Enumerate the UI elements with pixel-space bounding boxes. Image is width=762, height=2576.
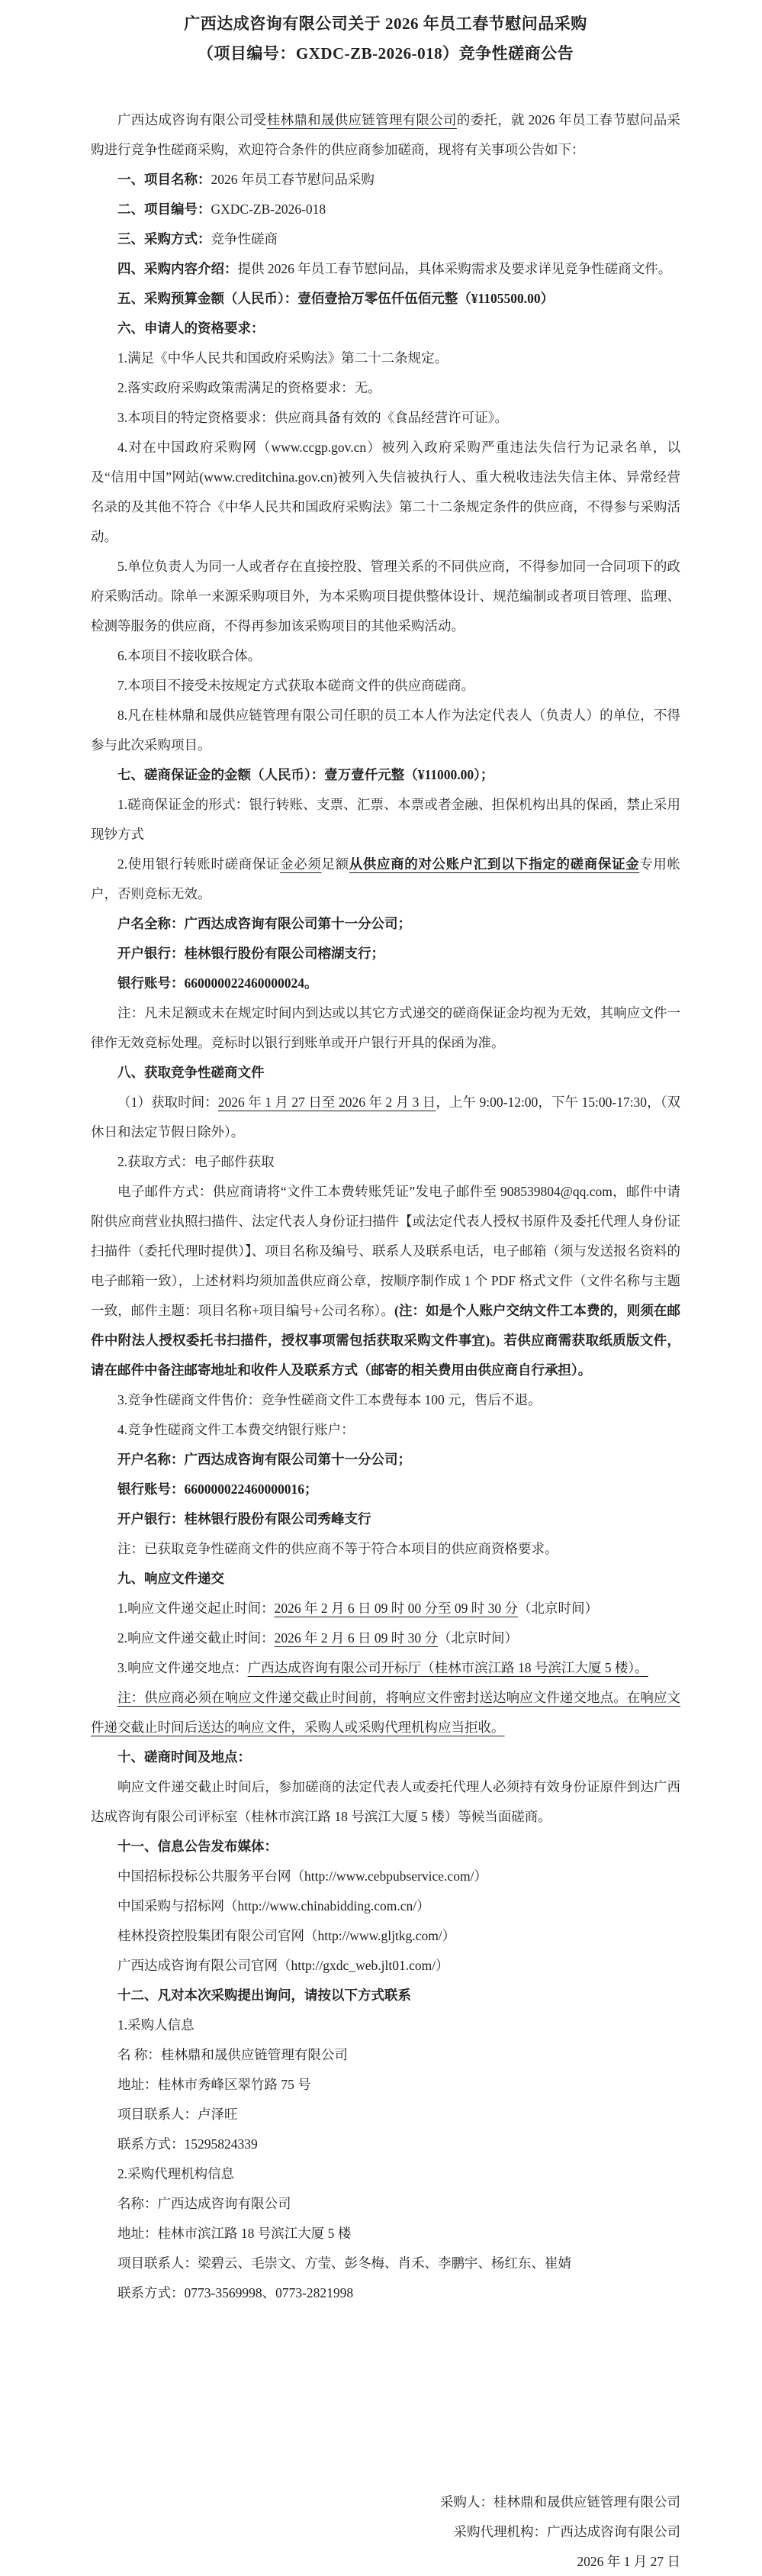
text-run: 2026 年 1 月 27 日 xyxy=(577,2554,680,2569)
text-run: 广西达成咨询有限公司官网（http://gxdc_web.jlt01.com/） xyxy=(117,1958,449,1973)
underlined-text: 2026 年 2 月 6 日 09 时 00 分至 09 时 30 分 xyxy=(274,1601,518,1616)
text-run: 项目联系人：卢泽旺 xyxy=(117,2107,238,2122)
text-run: 采购人：桂林鼎和晟供应链管理有限公司 xyxy=(440,2494,680,2510)
underlined-text: 桂林鼎和晟供应链管理有限公司 xyxy=(266,112,457,127)
section-7-deposit-heading xyxy=(91,760,680,790)
text-run: 中国招标投标公共服务平台网（http://www.cebpubservice.com/） xyxy=(117,1868,487,1884)
section-3-method xyxy=(91,224,680,254)
media-item xyxy=(91,1921,680,1951)
qualification-item xyxy=(91,641,680,671)
text-run: 6.本项目不接收联合体。 xyxy=(117,648,262,663)
document-price xyxy=(91,1385,680,1415)
obtain-email-instructions xyxy=(91,1177,680,1385)
bold-text: 三、采购方式： xyxy=(117,231,211,247)
deposit-account-number xyxy=(91,969,680,998)
agency-name xyxy=(91,2189,680,2219)
text-run: ，上午 9:00-12:00，下午 15:00-17:30，（双休日和法定节假日除外）。 xyxy=(91,1095,681,1140)
buyer-contact-phone xyxy=(91,2129,680,2159)
deposit-transfer-rule xyxy=(91,850,680,909)
text-run: 联系方式：0773-3569998、0773-2821998 xyxy=(117,2285,354,2300)
section-10-negotiation-heading xyxy=(91,1743,680,1772)
text-run: （北京时间） xyxy=(438,1630,518,1646)
text-run: 的委托，就 2026 年员工春节慰问品采购进行竞争性磋商采购，欢迎符合条件的供应商参加磋商，现将有关事项公告如下： xyxy=(91,112,681,157)
text-run: 7.本项目不接受未按规定方式获取本磋商文件的供应商磋商。 xyxy=(117,678,475,693)
bold-text: 户名全称：广西达成咨询有限公司第十一分公司； xyxy=(117,916,411,931)
agency-contact-phone xyxy=(91,2278,680,2308)
text-run: 注：凡未足额或未在规定时间内到达或以其它方式递交的磋商保证金均视为无效，其响应文件一律作无效竞标处理。竞标时以银行到账单或开户银行开具的保函为准。 xyxy=(91,1005,680,1050)
deposit-account-name xyxy=(91,909,680,939)
section-6-qualifications-heading xyxy=(91,314,680,343)
media-item xyxy=(91,1862,680,1891)
underlined-text: 2026 年 1 月 27 日至 2026 年 2 月 3 日 xyxy=(217,1095,436,1110)
obtain-time xyxy=(91,1088,680,1147)
underlined-text: 2026 年 2 月 6 日 09 时 30 分 xyxy=(274,1630,438,1646)
section-11-media-heading xyxy=(91,1832,680,1862)
text-run: 名 称：桂林鼎和晟供应链管理有限公司 xyxy=(117,2047,348,2062)
bold-text: 四、采购内容介绍： xyxy=(117,261,238,276)
fee-bank xyxy=(91,1504,680,1534)
opening-paragraph xyxy=(91,105,680,165)
bold-underlined-text: 从供应商的对公账户汇到以下指定的磋商保证金 xyxy=(349,856,640,872)
qualification-item xyxy=(91,701,680,760)
document-body xyxy=(91,105,680,2576)
text-run: 8.凡在桂林鼎和晟供应链管理有限公司任职的员工本人作为法定代表人（负责人）的单位，不得参与此次采购项目。 xyxy=(91,708,680,753)
media-item xyxy=(91,1951,680,1981)
text-run: 2.采购代理机构信息 xyxy=(117,2166,235,2181)
text-run: （1）获取时间： xyxy=(117,1095,218,1110)
bold-text: 五、采购预算金额（人民币）：壹佰壹拾万零伍仟伍佰元整（¥1105500.00） xyxy=(117,291,555,306)
negotiation-details xyxy=(91,1772,680,1832)
submission-location xyxy=(91,1653,680,1683)
text-run: 提供 2026 年员工春节慰问品，具体采购需求及要求详见竞争性磋商文件。 xyxy=(237,261,672,276)
bold-text: 二、项目编号： xyxy=(117,202,211,217)
text-run: 中国采购与招标网（http://www.chinabidding.com.cn/） xyxy=(117,1898,430,1913)
submission-note xyxy=(91,1683,680,1743)
text-run: GXDC-ZB-2026-018 xyxy=(211,202,326,217)
fee-account-number xyxy=(91,1475,680,1504)
text-run: 3.响应文件递交地点： xyxy=(117,1660,248,1675)
bold-text: 七、磋商保证金的金额（人民币）：壹万壹仟元整（¥11000.00）； xyxy=(117,767,494,782)
bold-text: 一、项目名称： xyxy=(117,172,211,187)
deposit-bank xyxy=(91,939,680,969)
text-run: 专用帐户，否则竞标无效。 xyxy=(91,856,681,901)
bold-text: 十一、信息公告发布媒体： xyxy=(117,1839,278,1854)
text-run: 项目联系人：梁碧云、毛崇文、方莹、彭冬梅、肖禾、李鹏宇、杨红东、崔婧 xyxy=(117,2255,571,2271)
section-8-obtain-documents-heading xyxy=(91,1058,680,1088)
bold-text: 十二、凡对本次采购提出询问，请按以下方式联系 xyxy=(117,1988,411,2003)
section-9-submission-heading xyxy=(91,1564,680,1594)
document-title-line1: 广西达成咨询有限公司关于 2026 年员工春节慰问品采购 xyxy=(184,15,587,33)
bold-text: 银行账号：660000022460000024。 xyxy=(117,975,318,991)
bold-text: 开户银行：桂林银行股份有限公司榕湖支行； xyxy=(117,946,384,961)
bold-text: 九、响应文件递交 xyxy=(117,1571,224,1586)
text-run: 联系方式：15295824339 xyxy=(117,2136,258,2152)
text-run: 3.本项目的特定资格要求：供应商具备有效的《食品经营许可证》。 xyxy=(117,410,508,425)
text-run: 竞争性磋商 xyxy=(211,231,278,247)
qualification-item xyxy=(91,403,680,433)
text-run: 4.竞争性磋商文件工本费交纳银行账户： xyxy=(117,1422,355,1437)
section-1-project-name xyxy=(91,165,680,195)
text-run: 2.落实政府采购政策需满足的资格要求：无。 xyxy=(117,380,381,395)
bold-text: 开户银行：桂林银行股份有限公司秀峰支行 xyxy=(117,1511,371,1527)
text-run: 1.满足《中华人民共和国政府采购法》第二十二条规定。 xyxy=(117,350,449,366)
text-run: （北京时间） xyxy=(518,1601,598,1616)
text-run: 2.使用银行转账时磋商保证 xyxy=(117,856,281,872)
text-run: 注：已获取竞争性磋商文件的供应商不等于符合本项目的供应商资格要求。 xyxy=(117,1541,558,1556)
buyer-info-heading xyxy=(91,2010,680,2040)
text-run: 1.采购人信息 xyxy=(117,2017,195,2033)
deposit-form xyxy=(91,790,680,850)
text-run: 地址：桂林市秀峰区翠竹路 75 号 xyxy=(117,2077,311,2092)
obtain-method xyxy=(91,1147,680,1177)
qualification-item xyxy=(91,343,680,373)
text-run: 2.获取方式：电子邮件获取 xyxy=(117,1154,275,1169)
buyer-name xyxy=(91,2040,680,2070)
buyer-contact-person xyxy=(91,2100,680,2129)
submission-start-time xyxy=(91,1594,680,1623)
text-run: 3.竞争性磋商文件售价：竞争性磋商文件工本费每本 100 元，售后不退。 xyxy=(117,1392,542,1407)
text-run: 足额 xyxy=(321,856,349,872)
text-run: 电子邮件方式：供应商请将“文件工本费转账凭证”发电子邮件至 908539804@qq.com，邮件中请附供应商营业执照扫描件、法定代表人身份证扫描件【或法定代表人授权书原件及委托代理人身份证扫描件（委托代理时提供）】、项目名称及编号、联系人及联系电话，电子邮箱（须与发送报名资料的电子邮箱一致），上述材料均须加盖供应商公章，按顺序制作成 1 个 PDF 格式文件（文件名称与主题一致，邮件主题：项目名称+项目编号+公司名称）。 xyxy=(91,1184,680,1318)
text-run: 桂林投资控股集团有限公司官网（http://www.gljtkg.com/） xyxy=(117,1928,456,1943)
underlined-text: 注：供应商必须在响应文件递交截止时间前，将响应文件密封送达响应文件递交地点。在响应文件递交截止时间后送达的响应文件，采购人或采购代理机构应当拒收。 xyxy=(91,1690,680,1735)
fee-account-heading xyxy=(91,1415,680,1445)
media-item xyxy=(91,1891,680,1921)
footer-agency xyxy=(91,2517,680,2547)
qualification-item xyxy=(91,373,680,403)
text-run: 2026 年员工春节慰问品采购 xyxy=(211,172,375,187)
underlined-text: 金必须 xyxy=(280,856,322,872)
text-run: 名称：广西达成咨询有限公司 xyxy=(117,2196,291,2211)
footer-date xyxy=(91,2547,680,2576)
section-2-project-number xyxy=(91,195,680,224)
section-4-content xyxy=(91,254,680,284)
deposit-note xyxy=(91,998,680,1058)
section-5-budget xyxy=(91,284,680,314)
fee-account-name xyxy=(91,1445,680,1475)
qualification-item xyxy=(91,552,680,641)
text-run: 地址：桂林市滨江路 18 号滨江大厦 5 楼 xyxy=(117,2226,352,2241)
text-run: 1.磋商保证金的形式：银行转账、支票、汇票、本票或者金融、担保机构出具的保函，禁止采用现钞方式 xyxy=(91,797,680,842)
bold-text: 开户名称：广西达成咨询有限公司第十一分公司； xyxy=(117,1452,411,1467)
footer-buyer xyxy=(91,2487,680,2517)
underlined-text: 广西达成咨询有限公司开标厅（桂林市滨江路 18 号滨江大厦 5 楼）。 xyxy=(247,1660,648,1675)
submission-deadline xyxy=(91,1623,680,1653)
bold-text: 八、获取竞争性磋商文件 xyxy=(117,1065,265,1080)
document-title-line2: （项目编号：GXDC-ZB-2026-018）竞争性磋商公告 xyxy=(197,44,574,63)
text-run: 4.对在中国政府采购网（www.ccgp.gov.cn）被列入政府采购严重违法失信行为记录名单，以及“信用中国”网站(www.creditchina.gov.cn)被列入失信被执行人、重大税收违法失信主体、异常经营名录的及其他不符合《中华人民共和国政府采购法》第二十二条规定条件的供应商，不得参与采购活动。 xyxy=(91,440,680,544)
text-run: 5.单位负责人为同一人或者存在直接控股、管理关系的不同供应商，不得参加同一合同项下的政府采购活动。除单一来源采购项目外，为本采购项目提供整体设计、规范编制或者项目管理、监理、检测等服务的供应商，不得再参加该采购项目的其他采购活动。 xyxy=(91,559,680,634)
agency-contact-persons xyxy=(91,2249,680,2278)
buyer-address xyxy=(91,2070,680,2100)
bold-text: (注：如是个人账户交纳文件工本费的，则须在邮件中附法人授权委托书扫描件，授权事项需包括获取采购文件事宜)。若供应商需获取纸质版文件，请在邮件中备注邮寄地址和收件人及联系方式（邮寄的相关费用由供应商自行承担）。 xyxy=(91,1303,680,1378)
obtain-note xyxy=(91,1534,680,1564)
bold-text: 六、申请人的资格要求： xyxy=(117,321,265,336)
section-12-contact-heading xyxy=(91,1981,680,2010)
text-run: 采购代理机构：广西达成咨询有限公司 xyxy=(453,2524,680,2539)
text-run: 1.响应文件递交起止时间： xyxy=(117,1601,275,1616)
bold-text: 银行账号：660000022460000016； xyxy=(117,1481,318,1497)
agency-info-heading xyxy=(91,2159,680,2189)
text-run: 2.响应文件递交截止时间： xyxy=(117,1630,275,1646)
qualification-item xyxy=(91,671,680,701)
text-run: 广西达成咨询有限公司受 xyxy=(117,112,267,127)
bold-text: 十、磋商时间及地点： xyxy=(117,1749,251,1765)
agency-address xyxy=(91,2219,680,2249)
text-run: 响应文件递交截止时间后，参加磋商的法定代表人或委托代理人必须持有效身份证原件到达广西达成咨询有限公司评标室（桂林市滨江路 18 号滨江大厦 5 楼）等候当面磋商。 xyxy=(91,1779,680,1824)
qualification-item xyxy=(91,433,680,552)
